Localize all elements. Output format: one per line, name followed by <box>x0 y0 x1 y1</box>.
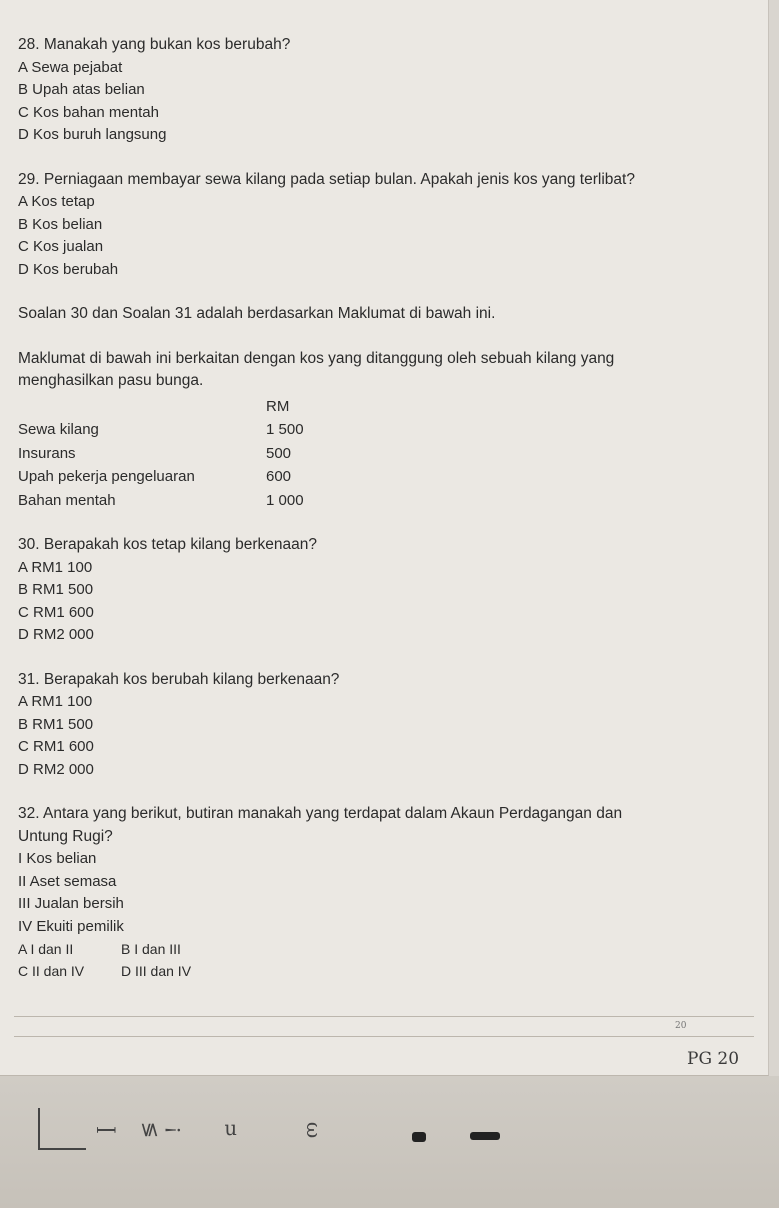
cost-label: Insurans <box>18 444 76 462</box>
question-32-item: II Aset semasa <box>18 872 117 890</box>
cost-label: Bahan mentah <box>18 491 116 509</box>
question-30-option-b: B RM1 500 <box>18 581 94 598</box>
cost-table-row <box>18 442 738 466</box>
cost-value: 1 000 <box>266 491 304 509</box>
question-29-text: 29. Perniagaan membayar sewa kilang pada setiap bulan. Apakah jenis kos yang terlibat? <box>18 170 635 188</box>
bleed-glyph: ≶ <box>138 1121 163 1139</box>
cost-value: 600 <box>266 468 292 485</box>
bleed-glyph: ᴝ <box>220 1123 245 1137</box>
question-31-option-b: B RM1 500 <box>18 715 94 733</box>
bleed-bracket-mark <box>38 1108 86 1150</box>
question-32-item: IV Ekuiti pemilik <box>18 917 124 935</box>
question-29-option-b: B Kos belian <box>18 215 103 233</box>
question-32-choices-row <box>18 938 738 960</box>
question-31-text: 31. Berapakah kos berubah kilang berkenaan? <box>18 670 340 688</box>
cost-table-row <box>18 418 738 442</box>
info-text-line-1: Maklumat di bawah ini berkaitan dengan kos yang ditanggung oleh sebuah kilang yang <box>18 349 615 367</box>
currency-header: RM <box>266 397 290 415</box>
footer-divider <box>14 1036 754 1037</box>
question-32-option-b: B I dan III <box>121 941 181 957</box>
question-32-option-c: C II dan IV <box>18 963 85 979</box>
question-32-option-a: A I dan II <box>18 941 74 957</box>
ink-blot <box>470 1132 500 1140</box>
question-31-option-a: A RM1 100 <box>18 693 93 710</box>
question-32-choices-row <box>18 960 738 982</box>
question-30-text: 30. Berapakah kos tetap kilang berkenaan? <box>18 536 318 553</box>
bleed-glyph: ω <box>302 1121 327 1139</box>
page-code: PG 20 <box>687 1049 740 1069</box>
cost-value: 500 <box>266 444 292 462</box>
question-31-option-d: D RM2 000 <box>18 760 94 778</box>
info-text-line-2: menghasilkan pasu bunga. <box>18 372 204 389</box>
cost-table-row <box>18 465 738 489</box>
bleed-glyph: ¡ <box>164 1125 189 1135</box>
question-30-option-a: A RM1 100 <box>18 558 93 576</box>
question-32-text-line-2: Untung Rugi? <box>18 827 113 845</box>
question-28-option-a: A Sewa pejabat <box>18 58 123 76</box>
next-page-bleed-area <box>0 1076 779 1208</box>
question-32-item: I Kos belian <box>18 850 97 867</box>
question-32-text-line-1: 32. Antara yang berikut, butiran manakah yang terdapat dalam Akaun Perdagangan dan <box>18 805 623 822</box>
question-28-option-c: C Kos bahan mentah <box>18 103 159 121</box>
section-intro: Soalan 30 dan Soalan 31 adalah berdasarkan Maklumat di bawah ini. <box>18 305 496 322</box>
question-29-option-d: D Kos berubah <box>18 260 119 278</box>
cost-label: Sewa kilang <box>18 421 99 438</box>
cost-table <box>18 395 738 513</box>
worksheet-content <box>18 34 738 982</box>
cost-label: Upah pekerja pengeluaran <box>18 468 195 485</box>
question-32-option-d: D III dan IV <box>121 963 192 979</box>
question-29-option-c: C Kos jualan <box>18 238 104 255</box>
cost-table-header <box>18 395 738 419</box>
question-28-text: 28. Manakah yang bukan kos berubah? <box>18 36 291 53</box>
question-31-option-c: C RM1 600 <box>18 738 94 755</box>
question-29-option-a: A Kos tetap <box>18 193 95 210</box>
cost-table-row <box>18 489 738 513</box>
question-32-item: III Jualan bersih <box>18 895 124 912</box>
bleed-glyph: ꟾ <box>91 1126 116 1134</box>
question-30-option-d: D RM2 000 <box>18 626 94 643</box>
page-number-small: 20 <box>675 1021 687 1031</box>
question-28-option-b: B Upah atas belian <box>18 81 145 98</box>
question-28-option-d: D Kos buruh langsung <box>18 126 167 143</box>
cost-value: 1 500 <box>266 421 304 438</box>
ink-blot <box>412 1132 426 1142</box>
footer-divider <box>14 1016 754 1017</box>
question-30-option-c: C RM1 600 <box>18 603 94 621</box>
